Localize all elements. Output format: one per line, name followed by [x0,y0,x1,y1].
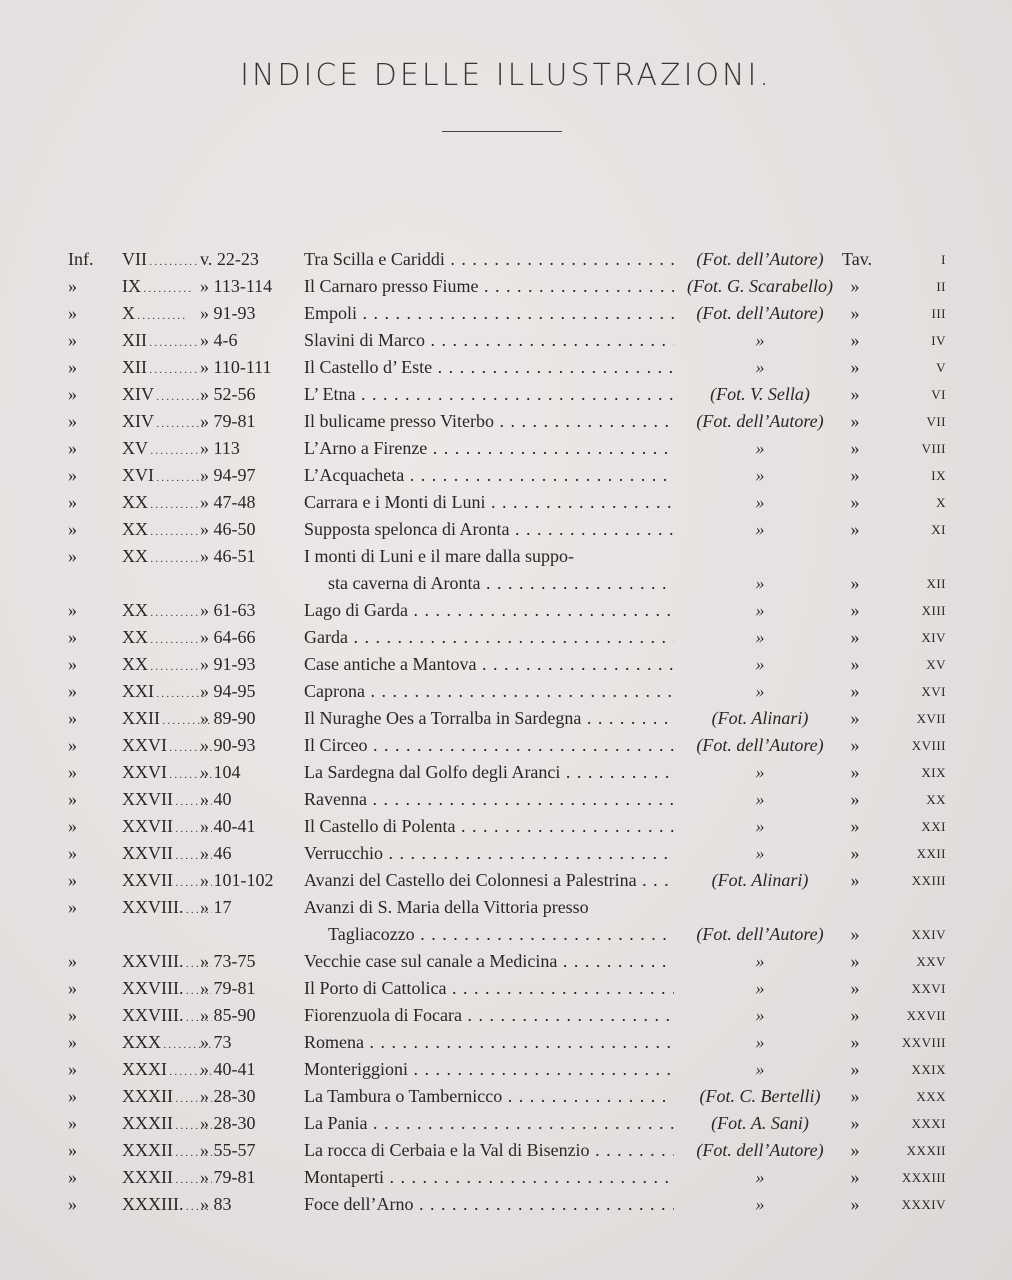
illustration-title: Vecchie case sul canale a Medicina . . . [304,948,674,975]
plate-number: XXIX [911,1062,946,1077]
photo-credit: » [755,816,765,836]
ditto-mark: » [68,1113,77,1133]
tavola-ditto: » [850,1194,860,1214]
illustration-title: Foce dell’Arno . . . [304,1191,674,1218]
illustration-title: La Tambura o Tambernicco . . . [304,1083,674,1110]
photo-credit: » [755,357,765,377]
canto-number: XII . . . [122,327,212,357]
illustration-title: Tra Scilla e Cariddi . . . [304,246,674,273]
index-row [0,354,1012,381]
ditto-mark: » [68,357,77,377]
plate-number: XXVII [906,1008,946,1023]
canto-number: XII . . . [122,354,212,384]
canto-number: XXX . . . [122,1029,212,1059]
canto-number: XVI . . . [122,462,212,492]
photo-credit: (Fot. dell’Autore) [696,303,824,323]
canto-number: XX . . . [122,516,212,546]
canto-number: XXVIII. . . . [122,1002,212,1032]
plate-number: XXII [916,846,946,861]
tavola-ditto: » [850,870,860,890]
plate-number: XXXIII [901,1170,946,1185]
photo-credit: » [755,681,765,701]
plate-number: XV [926,657,946,672]
verse-range: » 110-111 [200,357,272,377]
tavola-ditto: » [850,1032,860,1052]
canto-number: XXXII . . . [122,1083,212,1113]
tavola-ditto: » [850,303,860,323]
tavola-ditto: » [850,627,860,647]
illustration-title: Verrucchio . . . [304,840,674,867]
canto-number: XXVI . . . [122,759,212,789]
tavola-ditto: » [850,1059,860,1079]
verse-range: » 85-90 [200,1005,256,1025]
illustration-title: Supposta spelonca di Aronta . . . [304,516,674,543]
tavola-ditto: » [850,681,860,701]
ditto-mark: » [68,303,77,323]
tavola-ditto: » [850,492,860,512]
index-row [0,732,1012,759]
photo-credit: (Fot. dell’Autore) [696,735,824,755]
index-row [0,624,1012,651]
illustration-title: Romena . . . [304,1029,674,1056]
verse-range: » 28-30 [200,1086,256,1106]
verse-range: » 89-90 [200,708,256,728]
illustration-title: La Pania . . . [304,1110,674,1137]
ditto-mark: » [68,654,77,674]
ditto-mark: » [68,1086,77,1106]
canto-number: XXVII . . . [122,840,212,870]
photo-credit: » [755,330,765,350]
plate-number: XVII [916,711,946,726]
illustration-title: Avanzi di S. Maria della Vittoria presso Tagliacozzo . . . [304,894,674,948]
ditto-mark: » [68,384,77,404]
tavola-ditto: » [850,573,860,593]
ditto-mark: » [68,600,77,620]
illustration-title: Empoli . . . [304,300,674,327]
index-row [0,327,1012,354]
illustration-title: Il bulicame presso Viterbo . . . [304,408,674,435]
ditto-mark: » [68,627,77,647]
verse-range: » 91-93 [200,654,256,674]
index-row [0,1002,1012,1029]
illustration-title: Slavini di Marco . . . [304,327,674,354]
illustration-title: Il Circeo . . . [304,732,674,759]
tavola-label: Tav. [842,249,873,269]
index-row [0,1164,1012,1191]
illustration-title: Il Carnaro presso Fiume . . . [304,273,674,300]
canto-number: XX . . . [122,489,212,519]
ditto-mark: » [68,870,77,890]
index-row [0,813,1012,840]
plate-number: XXIV [911,927,946,942]
tavola-ditto: » [850,384,860,404]
illustration-title: Ravenna . . . [304,786,674,813]
tavola-ditto: » [850,1113,860,1133]
index-row [0,489,1012,516]
photo-credit: (Fot. dell’Autore) [696,924,824,944]
tavola-ditto: » [850,789,860,809]
verse-range: » 73-75 [200,951,256,971]
ditto-mark: » [68,1140,77,1160]
verse-range: » 17 [200,897,232,917]
index-row [0,1029,1012,1056]
illustration-title: Montaperti . . . [304,1164,674,1191]
photo-credit: (Fot. V. Sella) [710,384,810,404]
canto-number: XX . . . [122,543,212,573]
ditto-mark: » [68,735,77,755]
verse-range: » 94-95 [200,681,256,701]
tavola-ditto: » [850,519,860,539]
index-row [0,867,1012,894]
photo-credit: (Fot. G. Scarabello) [687,276,833,296]
tavola-ditto: » [850,735,860,755]
illustration-index [0,246,1012,1218]
photo-credit: » [755,1005,765,1025]
canto-number: XXII . . . [122,705,212,735]
photo-credit: » [755,1167,765,1187]
canto-number: XIV . . . [122,381,212,411]
photo-credit: » [755,1194,765,1214]
tavola-ditto: » [850,411,860,431]
photo-credit: » [755,573,765,593]
plate-number: V [936,360,946,375]
verse-range: » 79-81 [200,411,256,431]
ditto-mark: » [68,816,77,836]
verse-range: » 94-97 [200,465,256,485]
illustration-title: Monteriggioni . . . [304,1056,674,1083]
canto-number: IX . . . [122,273,212,303]
plate-number: XI [931,522,946,537]
illustration-title: L’Arno a Firenze . . . [304,435,674,462]
ditto-mark: » [68,465,77,485]
plate-number: XXXIV [901,1197,946,1212]
plate-number: XX [926,792,946,807]
tavola-ditto: » [850,276,860,296]
ditto-mark: » [68,1005,77,1025]
plate-number: X [936,495,946,510]
index-row [0,678,1012,705]
page-title: INDICE DELLE ILLUSTRAZIONI. [240,58,772,93]
photo-credit: (Fot. dell’Autore) [696,1140,824,1160]
plate-number: VIII [921,441,946,456]
illustration-title: Garda . . . [304,624,674,651]
illustration-title: Fiorenzuola di Focara . . . [304,1002,674,1029]
plate-number: XXV [916,954,946,969]
index-row [0,651,1012,678]
plate-number: XXI [921,819,946,834]
canto-number: XXVIII. . . . [122,975,212,1005]
ditto-mark: » [68,492,77,512]
plate-number: XVIII [911,738,946,753]
verse-range: » 40-41 [200,816,256,836]
verse-range: » 83 [200,1194,232,1214]
canto-number: XXVIII. . . . [122,948,212,978]
tavola-ditto: » [850,654,860,674]
verse-range: » 113-114 [200,276,273,296]
canto-number: XX . . . [122,651,212,681]
verse-range: » 46 [200,843,232,863]
illustration-title: Carrara e i Monti di Luni . . . [304,489,674,516]
tavola-ditto: » [850,1086,860,1106]
ditto-mark: » [68,681,77,701]
index-row [0,516,1012,543]
verse-range: » 55-57 [200,1140,256,1160]
canto-number: XXXII . . . [122,1110,212,1140]
photo-credit: » [755,654,765,674]
plate-number: XIII [921,603,946,618]
photo-credit: » [755,627,765,647]
index-row [0,462,1012,489]
plate-number: XXVI [911,981,946,996]
plate-number: XIX [921,765,946,780]
index-row [0,759,1012,786]
ditto-mark: » [68,762,77,782]
index-row [0,948,1012,975]
title-divider [442,131,562,132]
canto-number: XX . . . [122,624,212,654]
plate-number: XVI [921,684,946,699]
photo-credit: » [755,762,765,782]
index-row [0,894,1012,948]
tavola-ditto: » [850,708,860,728]
canto-number: XIV . . . [122,408,212,438]
tavola-ditto: » [850,978,860,998]
photo-credit: (Fot. dell’Autore) [696,411,824,431]
index-row [0,300,1012,327]
index-row [0,1137,1012,1164]
verse-range: » 46-50 [200,519,256,539]
ditto-mark: » [68,438,77,458]
plate-number: IX [931,468,946,483]
ditto-mark: » [68,1167,77,1187]
tavola-ditto: » [850,1005,860,1025]
index-row [0,543,1012,597]
illustration-title: Il Castello di Polenta . . . [304,813,674,840]
index-row [0,273,1012,300]
tavola-ditto: » [850,600,860,620]
index-row [0,408,1012,435]
tavola-ditto: » [850,438,860,458]
tavola-ditto: » [850,1167,860,1187]
photo-credit: » [755,1032,765,1052]
photo-credit: (Fot. Alinari) [711,708,809,728]
verse-range: » 40-41 [200,1059,256,1079]
tavola-ditto: » [850,330,860,350]
photo-credit: » [755,843,765,863]
photo-credit: » [755,465,765,485]
plate-number: I [941,252,946,267]
photo-credit: » [755,1059,765,1079]
photo-credit: (Fot. Alinari) [711,870,809,890]
index-row [0,705,1012,732]
ditto-mark: » [68,789,77,809]
verse-range: » 79-81 [200,1167,256,1187]
plate-number: XXXI [911,1116,946,1131]
tavola-ditto: » [850,1140,860,1160]
verse-range: » 64-66 [200,627,256,647]
ditto-mark: » [68,978,77,998]
verse-range: » 101-102 [200,870,274,890]
tavola-ditto: » [850,762,860,782]
plate-number: VI [931,387,946,402]
canto-number: XXXII . . . [122,1164,212,1194]
illustration-title: Case antiche a Mantova . . . [304,651,674,678]
photo-credit: » [755,600,765,620]
ditto-mark: » [68,1059,77,1079]
canto-number: XXXII . . . [122,1137,212,1167]
ditto-mark: » [68,843,77,863]
ditto-mark: » [68,411,77,431]
canto-number: X . . . [122,300,212,330]
tavola-ditto: » [850,951,860,971]
canto-number: XX . . . [122,597,212,627]
verse-range: » 28-30 [200,1113,256,1133]
canto-number: XXI . . . [122,678,212,708]
ditto-mark: » [68,276,77,296]
canto-number: XXVII . . . [122,867,212,897]
plate-number: XXX [916,1089,946,1104]
plate-number: XII [926,576,946,591]
photo-credit: » [755,978,765,998]
illustration-title: Il Castello d’ Este . . . [304,354,674,381]
ditto-mark: » [68,897,77,917]
verse-range: » 52-56 [200,384,256,404]
ditto-mark: » [68,330,77,350]
verse-range: » 113 [200,438,240,458]
illustration-title: L’Acquacheta . . . [304,462,674,489]
photo-credit: » [755,789,765,809]
canto-number: XXXIII. . . . [122,1191,212,1221]
index-row [0,381,1012,408]
illustration-title: I monti di Luni e il mare dalla suppo- sta caverna di Aronta . . . [304,543,674,597]
plate-number: XXVIII [901,1035,946,1050]
plate-number: VII [926,414,946,429]
verse-range: » 91-93 [200,303,256,323]
verse-range: » 61-63 [200,600,256,620]
index-row [0,1191,1012,1218]
tavola-ditto: » [850,816,860,836]
photo-credit: (Fot. A. Sani) [711,1113,809,1133]
illustration-title: Avanzi del Castello dei Colonnesi a Palestrina . . . [304,867,674,894]
illustration-title: La Sardegna dal Golfo degli Aranci . . . [304,759,674,786]
canto-number: VII . . . [122,246,212,276]
plate-number: XIV [921,630,946,645]
plate-number: III [931,306,946,321]
index-row [0,435,1012,462]
verse-range: » 104 [200,762,241,782]
verse-range: v. 22-23 [200,249,259,269]
plate-number: XXIII [911,873,946,888]
index-row [0,1056,1012,1083]
photo-credit: » [755,951,765,971]
ditto-mark: » [68,1194,77,1214]
tavola-ditto: » [850,357,860,377]
index-row [0,786,1012,813]
canto-number: XXXI . . . [122,1056,212,1086]
verse-range: » 47-48 [200,492,256,512]
index-row [0,597,1012,624]
index-row [0,246,1012,273]
plate-number: XXXII [906,1143,946,1158]
index-row [0,1110,1012,1137]
tavola-ditto: » [850,465,860,485]
photo-credit: » [755,438,765,458]
verse-range: » 90-93 [200,735,256,755]
illustration-title: L’ Etna . . . [304,381,674,408]
canto-number: XV . . . [122,435,212,465]
ditto-mark: » [68,519,77,539]
verse-range: » 40 [200,789,232,809]
illustration-title: La rocca di Cerbaia e la Val di Bisenzio . . . [304,1137,674,1164]
index-row [0,840,1012,867]
canto-number: XXVII . . . [122,813,212,843]
plate-number: IV [931,333,946,348]
photo-credit: » [755,519,765,539]
ditto-mark: » [68,1032,77,1052]
illustration-title: Il Nuraghe Oes a Torralba in Sardegna . . . [304,705,674,732]
tavola-ditto: » [850,843,860,863]
index-row [0,975,1012,1002]
ditto-mark: » [68,951,77,971]
ditto-mark: » [68,546,77,566]
canto-number: XXVIII. . . . [122,894,212,924]
verse-range: » 4-6 [200,330,238,350]
illustration-title: Il Porto di Cattolica . . . [304,975,674,1002]
photo-credit: (Fot. dell’Autore) [696,249,824,269]
verse-range: » 79-81 [200,978,256,998]
inferno-label: Inf. [68,249,94,269]
canto-number: XXVI . . . [122,732,212,762]
tavola-ditto: » [850,924,860,944]
photo-credit: (Fot. C. Bertelli) [699,1086,821,1106]
illustration-title: Caprona . . . [304,678,674,705]
canto-number: XXVII . . . [122,786,212,816]
verse-range: » 46-51 [200,546,256,566]
illustration-title: Lago di Garda . . . [304,597,674,624]
plate-number: II [936,279,946,294]
ditto-mark: » [68,708,77,728]
photo-credit: » [755,492,765,512]
verse-range: » 73 [200,1032,232,1052]
index-row [0,1083,1012,1110]
